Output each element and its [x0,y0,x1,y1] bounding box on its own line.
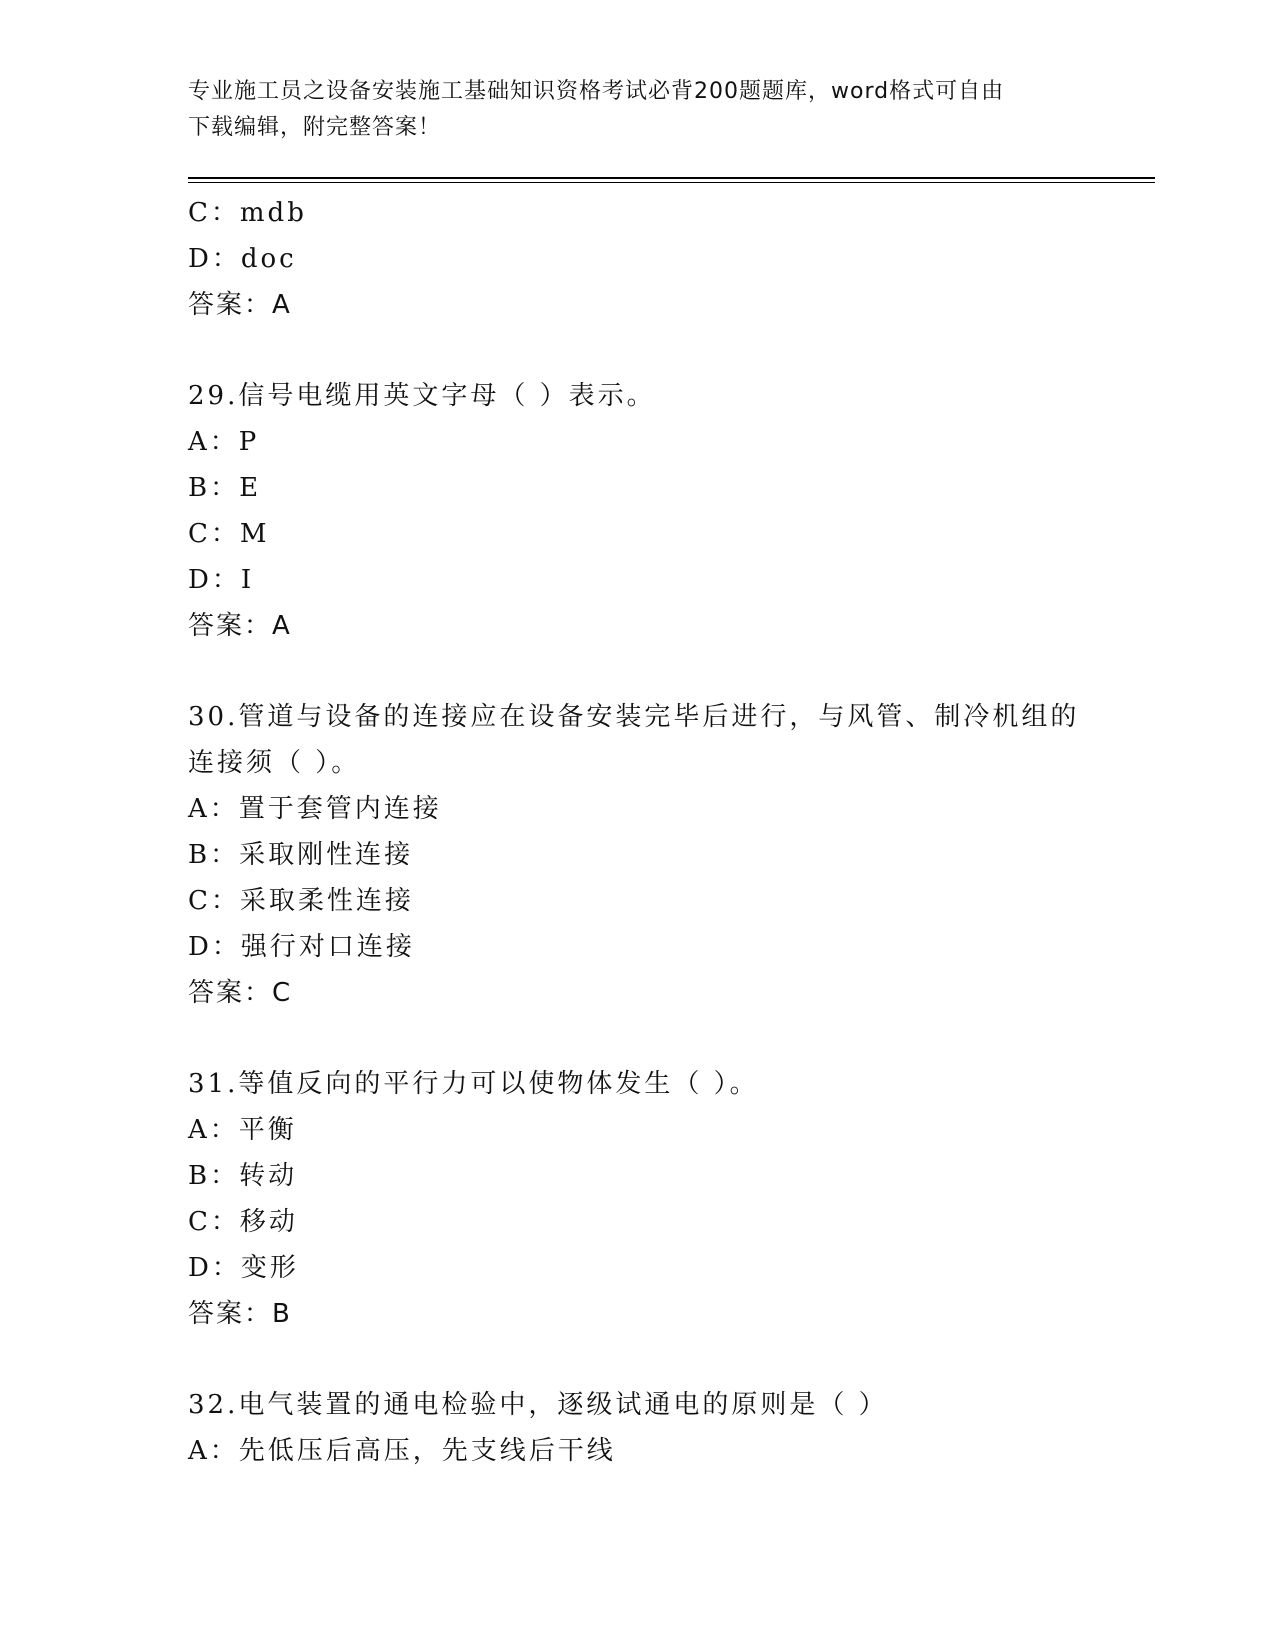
option-a: A：先低压后高压，先支线后干线 [188,1436,616,1466]
answer: 答案：B [188,1299,292,1329]
question-32 [188,1382,1148,1474]
header-rule-top [188,177,1155,179]
answer: 答案：A [188,290,292,320]
option-a: A：平衡 [188,1115,297,1145]
answer: 答案：A [188,611,292,641]
option-b: B：E [188,473,262,503]
question-31 [188,1061,1148,1337]
option-d: D：变形 [188,1253,299,1283]
question-title: 29.信号电缆用英文字母（ ）表示。 [188,381,656,411]
option-c: C：移动 [188,1207,298,1237]
option-c: C：采取柔性连接 [188,886,414,916]
question-title: 31.等值反向的平行力可以使物体发生（ ）。 [188,1069,759,1099]
page-header [188,74,1088,146]
option-a: A：P [188,427,260,457]
header-line-1: 专业施工员之设备安装施工基础知识资格考试必背200题题库，word格式可自由 [188,79,1005,104]
question-28-tail [188,190,1148,328]
option-c: C：M [188,519,270,549]
option-c: C：mdb [188,198,307,228]
option-a: A：置于套管内连接 [188,794,442,824]
question-29 [188,373,1148,649]
option-b: B：转动 [188,1161,298,1191]
question-title-line-1: 30.管道与设备的连接应在设备安装完毕后进行，与风管、制冷机组的 [188,702,1080,732]
answer: 答案：C [188,978,293,1008]
question-30 [188,694,1148,1016]
question-title-line-2: 连接须（ ）。 [188,748,361,778]
option-d: D：doc [188,244,297,274]
question-title: 32.电气装置的通电检验中，逐级试通电的原则是（ ） [188,1390,888,1420]
option-d: D：I [188,565,255,595]
document-body [188,190,1148,1474]
header-line-2: 下载编辑，附完整答案！ [188,115,442,140]
option-d: D：强行对口连接 [188,932,415,962]
header-rule-bottom [188,182,1155,183]
option-b: B：采取刚性连接 [188,840,414,870]
